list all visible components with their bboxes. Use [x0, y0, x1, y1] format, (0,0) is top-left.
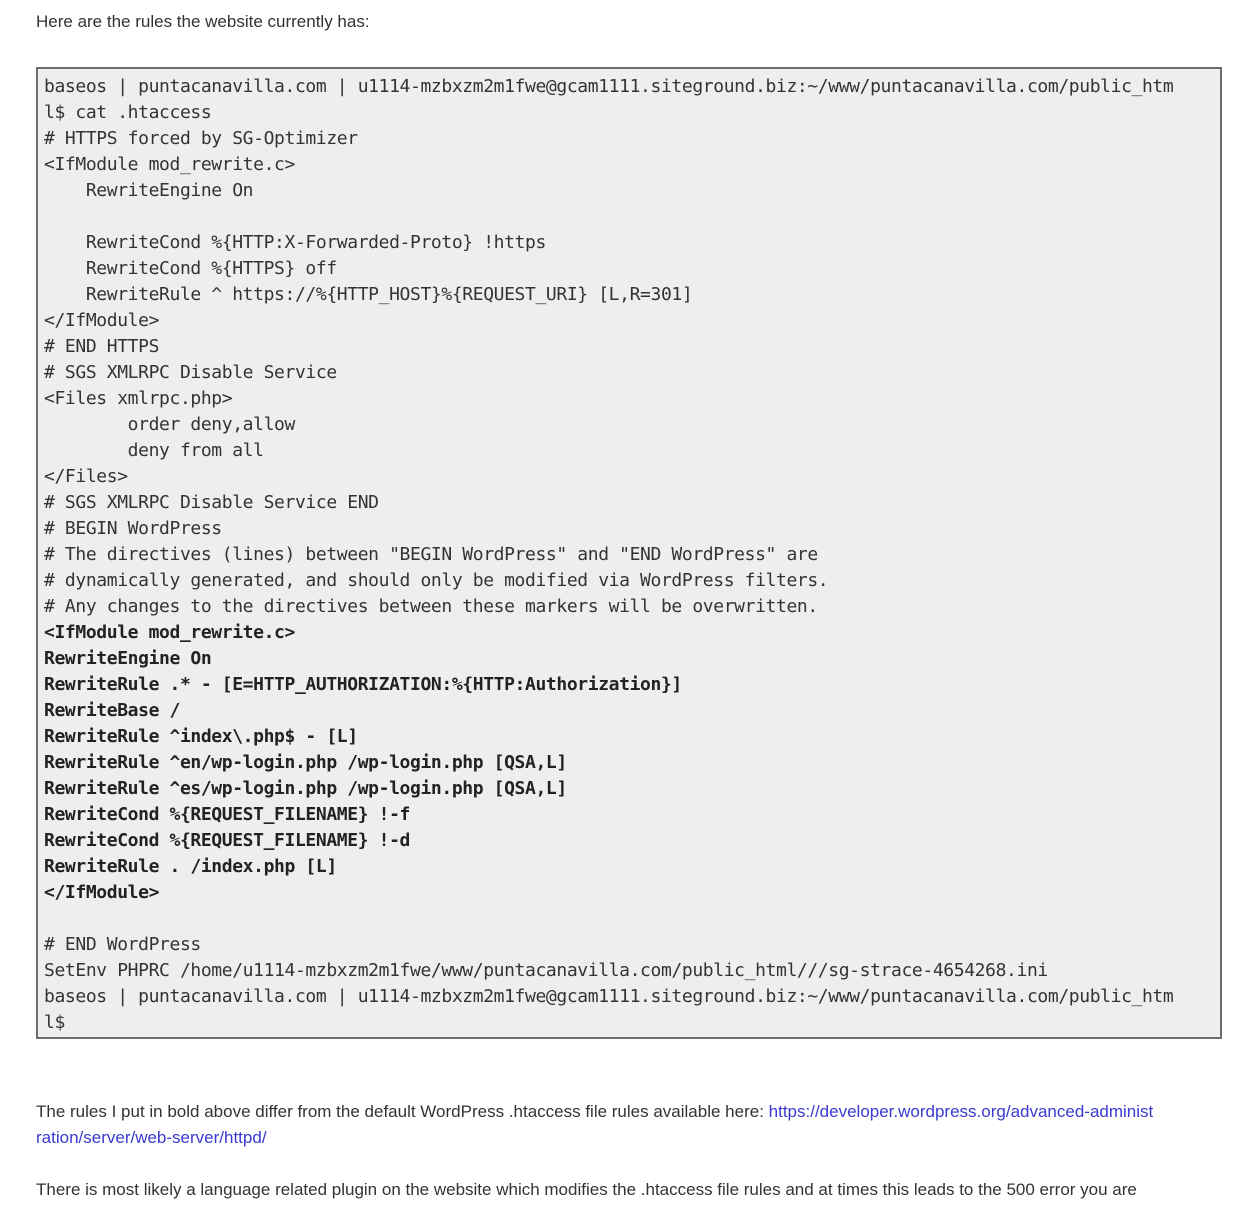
code-line: <IfModule mod_rewrite.c> [44, 154, 295, 175]
code-line: <Files xmlrpc.php> [44, 388, 233, 409]
code-line [44, 204, 1220, 230]
code-line: RewriteCond %{REQUEST_FILENAME} !-f [44, 804, 410, 825]
code-block [36, 67, 1222, 1039]
code-line: # Any changes to the directives between these markers will be overwritten. [44, 596, 818, 617]
code-line: RewriteCond %{HTTPS} off [44, 258, 337, 279]
code-line: RewriteRule .* - [E=HTTP_AUTHORIZATION:%{HTTP:Authorization}] [44, 674, 682, 695]
intro-text: Here are the rules the website currently has: [36, 12, 370, 31]
code-line: RewriteEngine On [44, 648, 212, 669]
wordpress-httpd-link-part2[interactable]: ration/server/web-server/httpd/ [36, 1128, 267, 1147]
code-line: RewriteCond %{REQUEST_FILENAME} !-d [44, 830, 410, 851]
code-line: RewriteRule . /index.php [L] [44, 856, 337, 877]
code-line: <IfModule mod_rewrite.c> [44, 622, 295, 643]
code-line: # BEGIN WordPress [44, 518, 222, 539]
code-line: # HTTPS forced by SG-Optimizer [44, 128, 358, 149]
code-line: # The directives (lines) between "BEGIN WordPress" and "END WordPress" are [44, 544, 818, 565]
paragraph-rules-differ-text: The rules I put in bold above differ from the default WordPress .htaccess file rules available here: [36, 1102, 769, 1121]
code-line: # dynamically generated, and should only be modified via WordPress filters. [44, 570, 829, 591]
code-line: l$ [44, 1012, 65, 1033]
code-line: baseos | puntacanavilla.com | u1114-mzbxzm2m1fwe@gcam1111.siteground.biz:~/www/puntacanavilla.com/public_htm [44, 986, 1174, 1007]
code-line: RewriteRule ^ https://%{HTTP_HOST}%{REQUEST_URI} [L,R=301] [44, 284, 693, 305]
code-line: RewriteRule ^index\.php$ - [L] [44, 726, 358, 747]
code-line: </Files> [44, 466, 128, 487]
code-line: # SGS XMLRPC Disable Service [44, 362, 337, 383]
code-line: # END WordPress [44, 934, 201, 955]
code-line: # END HTTPS [44, 336, 160, 357]
code-line: deny from all [44, 440, 264, 461]
code-line: RewriteRule ^es/wp-login.php /wp-login.php [QSA,L] [44, 778, 567, 799]
code-line: order deny,allow [44, 414, 295, 435]
code-line: RewriteBase / [44, 700, 180, 721]
code-line: </IfModule> [44, 310, 160, 331]
code-line: baseos | puntacanavilla.com | u1114-mzbxzm2m1fwe@gcam1111.siteground.biz:~/www/puntacanavilla.com/public_htm [44, 76, 1174, 97]
code-line: RewriteEngine On [44, 180, 254, 201]
code-line [44, 906, 1220, 932]
code-line: l$ cat .htaccess [44, 102, 212, 123]
code-line: </IfModule> [44, 882, 160, 903]
code-line: RewriteRule ^en/wp-login.php /wp-login.php [QSA,L] [44, 752, 567, 773]
code-line: # SGS XMLRPC Disable Service END [44, 492, 379, 513]
code-line: SetEnv PHPRC /home/u1114-mzbxzm2m1fwe/www/puntacanavilla.com/public_html///sg-strace-4654268.ini [44, 960, 1048, 981]
paragraph-rules-differ [36, 1099, 1153, 1151]
code-line: RewriteCond %{HTTP:X-Forwarded-Proto} !https [44, 232, 546, 253]
wordpress-httpd-link-part1[interactable]: https://developer.wordpress.org/advanced-administ [768, 1102, 1154, 1121]
paragraph-language-plugin: There is most likely a language related plugin on the website which modifies the .htaccess file rules and at times this leads to the 500 error you are [36, 1180, 1137, 1199]
code-content [44, 74, 1220, 1036]
